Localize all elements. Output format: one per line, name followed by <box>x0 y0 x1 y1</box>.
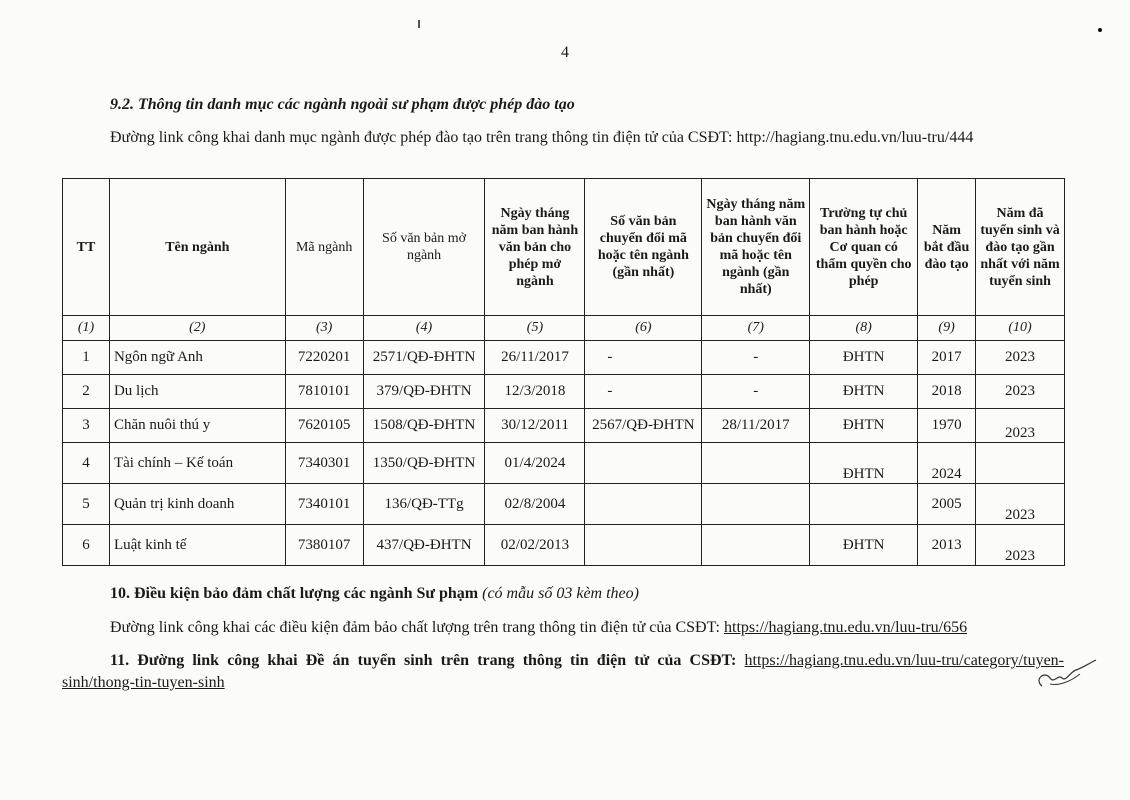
cell-change-decision: - <box>585 341 702 375</box>
header-cell: Số văn bản mở ngành <box>363 179 485 316</box>
section-9-2-link-text <box>62 127 1064 149</box>
table-row <box>63 443 1065 484</box>
section-10-link-prefix: Đường link công khai các điều kiện đảm bảo chất lượng trên trang thông tin điện tử của CSĐT: <box>110 619 724 636</box>
cell-change-decision: - <box>585 375 702 409</box>
cell-latest-year: 2023 <box>976 409 1065 443</box>
cell-open-date: 26/11/2017 <box>485 341 585 375</box>
cell-open-decision: 1508/QĐ-ĐHTN <box>363 409 485 443</box>
cell-authority: ĐHTN <box>810 443 918 484</box>
section-11-link[interactable]: https://hagiang.tnu.edu.vn/luu-tru/category/tuyen-sinh/thong-tin-tuyen-sinh <box>62 652 1064 691</box>
cell-authority: ĐHTN <box>810 375 918 409</box>
cell-major-code: 7810101 <box>285 375 363 409</box>
header-cell: Ngày tháng năm ban hành văn bản chuyển đổi mã hoặc tên ngành (gần nhất) <box>702 179 810 316</box>
cell-authority: ĐHTN <box>810 409 918 443</box>
header-cell: Trường tự chủ ban hành hoặc Cơ quan có thẩm quyền cho phép <box>810 179 918 316</box>
section-9-2-link-content: Đường link công khai danh mục ngành được phép đào tạo trên trang thông tin điện tử của CSĐT: http://hagiang.tnu.edu.vn/luu-tru/444 <box>110 129 974 146</box>
cell-open-date: 02/02/2013 <box>485 525 585 566</box>
column-number: (3) <box>285 316 363 341</box>
section-10-title: 10. Điều kiện bảo đảm chất lượng các ngành Sư phạm <box>110 585 479 602</box>
cell-open-decision: 136/QĐ-TTg <box>363 484 485 525</box>
cell-major-name: Luật kinh tế <box>109 525 285 566</box>
column-number: (9) <box>918 316 976 341</box>
cell-major-name: Du lịch <box>109 375 285 409</box>
section-11-heading: 11. Đường link công khai Đề án tuyển sinh trên trang thông tin điện tử của CSĐT: <box>110 652 745 669</box>
cell-start-year: 1970 <box>918 409 976 443</box>
cell-major-name: Quản trị kinh doanh <box>109 484 285 525</box>
cell-change-date: - <box>702 341 810 375</box>
table-header-row <box>63 179 1065 316</box>
section-11-paragraph <box>62 650 1064 694</box>
column-number: (8) <box>810 316 918 341</box>
header-cell: Mã ngành <box>285 179 363 316</box>
scan-mark <box>418 20 420 28</box>
section-10-note: (có mẫu số 03 kèm theo) <box>482 585 639 602</box>
majors-table <box>62 178 1065 566</box>
cell-change-date <box>702 525 810 566</box>
cell-change-date: - <box>702 375 810 409</box>
header-cell: Tên ngành <box>109 179 285 316</box>
table-row <box>63 409 1065 443</box>
header-cell: Số văn bản chuyển đổi mã hoặc tên ngành (gần nhất) <box>585 179 702 316</box>
cell-open-decision: 379/QĐ-ĐHTN <box>363 375 485 409</box>
cell-change-date <box>702 484 810 525</box>
cell-open-decision: 2571/QĐ-ĐHTN <box>363 341 485 375</box>
cell-open-date: 12/3/2018 <box>485 375 585 409</box>
cell-start-year: 2017 <box>918 341 976 375</box>
column-number: (10) <box>976 316 1065 341</box>
cell-tt: 3 <box>63 409 110 443</box>
column-number: (5) <box>485 316 585 341</box>
header-cell: Ngày tháng năm ban hành văn bản cho phép mở ngành <box>485 179 585 316</box>
cell-authority <box>810 484 918 525</box>
cell-tt: 2 <box>63 375 110 409</box>
header-cell: TT <box>63 179 110 316</box>
header-cell: Năm đã tuyển sinh và đào tạo gần nhất với năm tuyển sinh <box>976 179 1065 316</box>
header-cell: Năm bắt đầu đào tạo <box>918 179 976 316</box>
table-row <box>63 484 1065 525</box>
cell-open-date: 01/4/2024 <box>485 443 585 484</box>
table-row <box>63 341 1065 375</box>
cell-major-code: 7340301 <box>285 443 363 484</box>
cell-tt: 4 <box>63 443 110 484</box>
cell-major-code: 7620105 <box>285 409 363 443</box>
column-number: (6) <box>585 316 702 341</box>
section-10-link-text <box>62 617 1064 639</box>
cell-latest-year <box>976 443 1065 484</box>
cell-latest-year: 2023 <box>976 375 1065 409</box>
cell-latest-year: 2023 <box>976 525 1065 566</box>
cell-latest-year: 2023 <box>976 341 1065 375</box>
cell-change-date <box>702 443 810 484</box>
cell-major-code: 7340101 <box>285 484 363 525</box>
table-row <box>63 375 1065 409</box>
cell-start-year: 2024 <box>918 443 976 484</box>
signature-mark <box>1030 656 1100 696</box>
column-number: (1) <box>63 316 110 341</box>
cell-open-date: 02/8/2004 <box>485 484 585 525</box>
section-10-link[interactable]: https://hagiang.tnu.edu.vn/luu-tru/656 <box>724 619 968 636</box>
cell-tt: 5 <box>63 484 110 525</box>
cell-major-name: Chăn nuôi thú y <box>109 409 285 443</box>
column-number-row <box>63 316 1065 341</box>
cell-authority: ĐHTN <box>810 525 918 566</box>
cell-open-decision: 1350/QĐ-ĐHTN <box>363 443 485 484</box>
column-number: (2) <box>109 316 285 341</box>
section-9-2-heading: 9.2. Thông tin danh mục các ngành ngoài sư phạm được phép đào tạo <box>110 96 575 113</box>
column-number: (7) <box>702 316 810 341</box>
section-10-heading <box>110 585 639 603</box>
page-number: 4 <box>561 44 569 61</box>
cell-major-name: Tài chính – Kế toán <box>109 443 285 484</box>
cell-major-code: 7380107 <box>285 525 363 566</box>
cell-tt: 6 <box>63 525 110 566</box>
cell-change-date: 28/11/2017 <box>702 409 810 443</box>
cell-tt: 1 <box>63 341 110 375</box>
cell-open-decision: 437/QĐ-ĐHTN <box>363 525 485 566</box>
cell-open-date: 30/12/2011 <box>485 409 585 443</box>
cell-start-year: 2018 <box>918 375 976 409</box>
cell-change-decision <box>585 443 702 484</box>
cell-change-decision <box>585 484 702 525</box>
cell-change-decision: 2567/QĐ-ĐHTN <box>585 409 702 443</box>
cell-latest-year: 2023 <box>976 484 1065 525</box>
table-row <box>63 525 1065 566</box>
cell-start-year: 2013 <box>918 525 976 566</box>
column-number: (4) <box>363 316 485 341</box>
scan-dot <box>1098 28 1102 32</box>
cell-start-year: 2005 <box>918 484 976 525</box>
cell-authority: ĐHTN <box>810 341 918 375</box>
cell-major-name: Ngôn ngữ Anh <box>109 341 285 375</box>
cell-change-decision <box>585 525 702 566</box>
cell-major-code: 7220201 <box>285 341 363 375</box>
